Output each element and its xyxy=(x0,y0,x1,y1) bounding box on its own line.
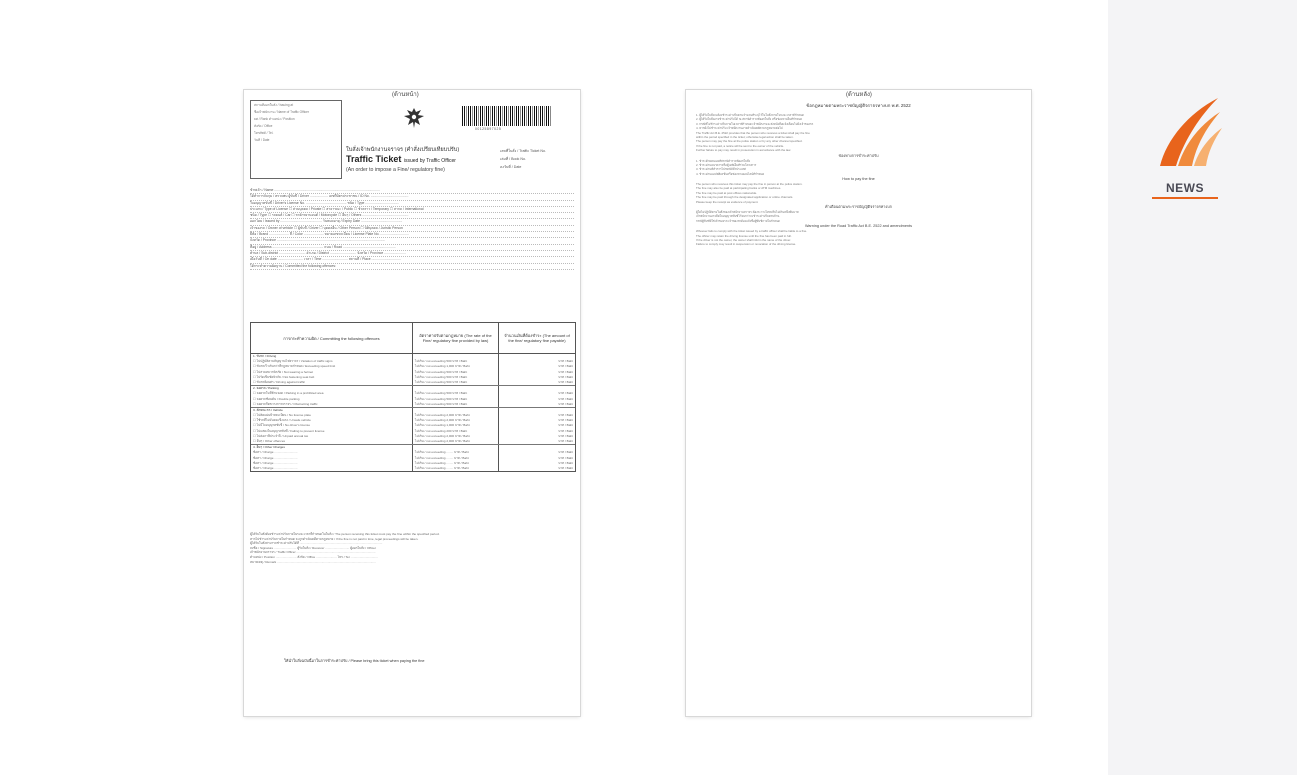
amount-cell: บาท / Baht xyxy=(558,401,573,406)
rate-cell: ไม่เกิน / not exceeding 200 บาท / Baht xyxy=(413,429,499,434)
offence-cell: ☐ อื่นๆ / Other offences xyxy=(251,439,413,444)
amount-cell: บาท / Baht xyxy=(558,460,573,465)
note-line: ตำแหน่ง / Position ........................ สังกัด / Office ........................ โทร / Tel. ............................... xyxy=(250,554,378,559)
note-line: เจ้าพนักงานจราจร / Traffic Officer ............................................................................................ xyxy=(250,550,376,555)
back-text-line: Further failure to pay may result in prosecution in accordance with the law. xyxy=(696,148,791,153)
note-line: ผู้ได้รับใบสั่งสามารถชำระค่าปรับได้ที่ ................................................................................................ xyxy=(250,541,383,546)
ticket-title-thai: ใบสั่งเจ้าพนักงานจราจร (คำสั่งเปรียบเทียบปรับ) xyxy=(346,147,460,153)
back-text-line: ผู้ใดไม่ปฏิบัติตามใบสั่งของเจ้าพนักงานจราจร ต้องระวางโทษปรับไม่เกินหนึ่งพันบาท xyxy=(696,210,799,215)
note-line: ลงชื่อ / Signature .......................... ผู้รับใบสั่ง / Receiver ............................ ผู้ออกใบสั่ง / Officer xyxy=(250,545,377,550)
offence-cell: 2. จอดรถ / Parking xyxy=(251,386,413,391)
offence-cell: ☐ ใช้รถที่ไม่มั่นคงแข็งแรง / Unsafe vehicle xyxy=(251,418,413,423)
ticket-title-english xyxy=(346,154,456,164)
note-line: หมายเหตุ / Remark ................................................................................................................... xyxy=(250,559,376,564)
offence-cell: ☐ จอดรถซ้อนคัน / Double parking xyxy=(251,397,413,402)
rate-cell: ไม่เกิน / not exceeding 500 บาท / Baht xyxy=(413,359,499,364)
ticket-title-en-main: Traffic Ticket xyxy=(346,154,402,164)
form-field-line: ชนิด / Type ☐ รถยนต์ / Car ☐ รถจักรยานยนต์ / Motorcycle ☐ อื่นๆ / Others ................................................. xyxy=(250,213,574,219)
amount-cell: บาท / Baht xyxy=(558,369,573,374)
form-field-line: ประเภท / Type of License ☐ ส่วนบุคคล / Private ☐ สาธารณะ / Public ☐ ชั่วคราว / Temporary ☐ สากล / International xyxy=(250,207,574,213)
front-side-title: (ด้านหน้า) xyxy=(392,92,419,98)
amount-cell: บาท / Baht xyxy=(558,374,573,379)
form-field-line: ออกโดย / Issued by ............................................ วันหมดอายุ / Expiry Date ............................................ xyxy=(250,219,574,225)
rate-cell: ไม่เกิน / not exceeding ........ บาท / Baht xyxy=(413,456,499,461)
back-text-line: The fine may be paid at post offices nationwide. xyxy=(696,190,758,195)
rate-cell: ไม่เกิน / not exceeding 1,000 บาท / Baht xyxy=(413,364,499,369)
amount-cell: บาท / Baht xyxy=(558,391,573,396)
back-text-line: กรณีผู้ขับขี่มิใช่เจ้าของรถ เจ้าของรถต้องแจ้งชื่อผู้ขับขี่ภายในกำหนด xyxy=(696,218,780,223)
ticket-notes xyxy=(250,532,574,564)
rate-cell: ไม่เกิน / not exceeding 2,000 บาท / Baht xyxy=(413,439,499,444)
form-field-line: ตำบล / Sub-district ............................ อำเภอ / District ............................ จังหวัด / Province ....................... xyxy=(250,251,574,257)
ticket-footer: ให้นำใบสั่งฉบับนี้มาในการชำระค่าปรับ / Please bring this ticket when paying the fine xyxy=(284,659,425,663)
rate-cell: ไม่เกิน / not exceeding 500 บาท / Baht xyxy=(413,397,499,402)
news-logo-underline xyxy=(1152,197,1218,199)
offence-cell: 3. ลักษณะรถ / Vehicle xyxy=(251,408,413,413)
back-text-line: If the driver is not the owner, the owner shall inform the name of the driver. xyxy=(696,237,791,242)
back-text-line: 3. ชำระผ่านที่ทำการไปรษณีย์ทั่วประเทศ xyxy=(696,167,746,172)
ticket-subtitle: (An order to impose a Fine/ regulatory fine) xyxy=(346,167,445,173)
back-subheading-1: ช่องทางการชำระค่าปรับ xyxy=(838,153,879,158)
col-header-rate: อัตราค่าปรับตามกฎหมาย (The rate of the Fine/ regulatory fine provided by law) xyxy=(413,323,499,353)
offence-cell: ☐ ไม่มีใบอนุญาตขับขี่ / No driver's license xyxy=(251,423,413,428)
back-text-line: The Traffic Act B.E. 2522 provides that the person who receives a ticket shall pay the fine xyxy=(696,130,810,135)
back-text-line: 1. ผู้ได้รับใบสั่งจะต้องชำระค่าปรับตามจำนวนที่ระบุไว้ในใบสั่งภายในระยะเวลาที่กำหนด xyxy=(696,113,804,117)
back-side-title: (ด้านหลัง) xyxy=(846,92,872,98)
rate-cell: ไม่เกิน / not exceeding ........ บาท / Baht xyxy=(413,466,499,471)
amount-cell: บาท / Baht xyxy=(558,396,573,401)
ticket-barcode xyxy=(462,106,552,126)
rate-cell: ไม่เกิน / not exceeding 2,000 บาท / Baht xyxy=(413,434,499,439)
offence-cell: ☐ จอดรถกีดขวางการจราจร / Obstructing traffic xyxy=(251,402,413,407)
form-field-line: ข้าพเจ้า / Name ................................................................................................................ xyxy=(250,188,574,194)
amount-cell: บาท / Baht xyxy=(558,450,573,455)
rate-cell: ไม่เกิน / not exceeding 2,000 บาท / Baht xyxy=(413,418,499,423)
back-text-line: 2. ชำระผ่านธนาคารหรือตู้เอทีเอ็มที่ร่วมโครงการ xyxy=(696,162,757,167)
back-text-line: 4. ชำระผ่านแอปพลิเคชันหรือช่องทางออนไลน์ที่กำหนด xyxy=(696,171,765,176)
back-text-line: The officer may retain the driving license until the fine has been paid in full. xyxy=(696,233,792,238)
back-text-line: If the fine is not paid, a notice will be sent to the owner of the vehicle. xyxy=(696,143,785,148)
ticket-title-en-suffix: issued by Traffic Officer xyxy=(403,158,456,164)
back-text-line: Failure to comply may result in suspension or revocation of the driving license. xyxy=(696,242,797,247)
offence-row xyxy=(251,380,575,385)
amount-cell: บาท / Baht xyxy=(558,379,573,384)
rate-cell: ไม่เกิน / not exceeding ........ บาท / Baht xyxy=(413,461,499,466)
offence-cell: ข้อหา / Charge ........................... xyxy=(251,456,413,461)
form-field-line: เจ้าของรถ / Owner of vehicle ☐ ผู้ขับขี่ / Driver ☐ บุคคลอื่น / Other Person ☐ นิติบุคคล / Juristic Person xyxy=(250,226,574,232)
offence-cell: ข้อหา / Charge ........................... xyxy=(251,466,413,471)
back-text-line: 3. กรณีที่ไม่ชำระค่าปรับภายในเวลาที่กำหนด เจ้าพนักงานจะส่งหนังสือแจ้งเตือนไปยังเจ้าของรถ xyxy=(696,121,814,126)
form-field-line: ใบอนุญาตขับขี่ / Driver's License No. ........................................... ชนิด / Type .................................... xyxy=(250,201,574,207)
back-text-line: The fine may be paid through the designated application or online channels. xyxy=(696,195,794,200)
amount-cell: บาท / Baht xyxy=(558,423,573,428)
note-line: ผู้ได้รับใบสั่งต้องชำระค่าปรับภายในระยะเวลาที่กำหนดในใบสั่ง / The person receiving this ticket must pay the fine within the specified period. xyxy=(250,532,440,536)
news-logo-icon xyxy=(1152,96,1224,174)
offence-cell: ☐ ไม่ต่อภาษีประจำปี / Unpaid annual tax xyxy=(251,434,413,439)
offence-row xyxy=(251,466,575,471)
back-text-line: Whoever fails to comply with the ticket issued by a traffic officer shall be liable to a fine. xyxy=(696,229,808,234)
form-field-line: เมื่อวันที่ / On date ........................... เวลา / Time ........................... สถานที่ / Place ............................... xyxy=(250,257,574,263)
officer-info-box xyxy=(250,100,342,179)
note-line: หากไม่ชำระค่าปรับภายในกำหนด จะถูกดำเนินคดีตามกฎหมาย / If the fine is not paid in time, legal proceedings will be taken. xyxy=(250,536,419,541)
rate-cell: ไม่เกิน / not exceeding ........ บาท / Baht xyxy=(413,450,499,455)
garuda-emblem-icon xyxy=(402,106,426,130)
ticket-front-page xyxy=(244,90,580,716)
back-text-line: The person who receives this ticket may pay the fine in person at the police station. xyxy=(696,182,803,187)
amount-cell: บาท / Baht xyxy=(558,413,573,418)
offence-cell: 4. อื่นๆ / Other Charges xyxy=(251,445,413,450)
back-text-line: Please keep the receipt as evidence of payment. xyxy=(696,199,759,204)
back-subheading-2: How to pay the fine xyxy=(842,177,875,182)
amount-cell: บาท / Baht xyxy=(558,359,573,364)
back-text-line: The fine may also be paid at participating banks or ATM machines. xyxy=(696,186,782,191)
amount-cell: บาท / Baht xyxy=(558,455,573,460)
amount-cell: บาท / Baht xyxy=(558,439,573,443)
back-subheading-3: คำเตือนตามพระราชบัญญัติจราจรทางบก xyxy=(825,205,892,210)
amount-cell: บาท / Baht xyxy=(558,433,573,438)
rate-cell: ไม่เกิน / not exceeding 500 บาท / Baht xyxy=(413,391,499,396)
amount-cell: บาท / Baht xyxy=(558,428,573,433)
back-subheading-4: Warning under the Road Traffic Act B.E. 2522 and amendments xyxy=(804,224,912,229)
offence-cell: ☐ จอดรถในที่ห้ามจอด / Parking in a prohibited area xyxy=(251,391,413,396)
rate-cell: ไม่เกิน / not exceeding 2,000 บาท / Baht xyxy=(413,413,499,418)
offence-cell: ☐ ขับรถเร็วเกินกว่าที่กฎหมายกำหนด / Exceeding speed limit xyxy=(251,364,413,369)
rate-cell: ไม่เกิน / not exceeding 500 บาท / Baht xyxy=(413,380,499,385)
back-text-line: 2. ผู้ได้รับใบสั่งอาจชำระค่าปรับได้ ณ สถานีตำรวจที่ออกใบสั่ง หรือช่องทางอื่นที่กำหนด xyxy=(696,117,803,122)
back-heading: ข้อกฎหมายตามพระราชบัญญัติจราจรทางบก พ.ศ. 2522 xyxy=(806,103,911,108)
book-number-field: เล่มที่ / Book No. xyxy=(500,157,526,161)
officer-info-line: วันที่ / Date xyxy=(254,138,270,142)
offence-row xyxy=(251,439,575,444)
offence-table-header xyxy=(251,323,575,354)
offence-cell: ☐ ไม่ติดแผ่นป้ายทะเบียน / No license plate xyxy=(251,413,413,418)
barcode-number: 00125897025 xyxy=(475,127,502,131)
officer-info-line: โทรศัพท์ / Tel. xyxy=(254,131,274,135)
offence-cell: ข้อหา / Charge ........................... xyxy=(251,450,413,455)
offence-cell: ☐ ไม่รัดเข็มขัดนิรภัย / Not fastening seat belt xyxy=(251,375,413,380)
offence-table-body xyxy=(251,354,575,471)
form-field-line: จังหวัด / Province ................................................................................................................... xyxy=(250,238,574,244)
rate-cell: ไม่เกิน / not exceeding 500 บาท / Baht xyxy=(413,375,499,380)
back-text-line: เจ้าพนักงานอาจยึดใบอนุญาตขับขี่ไว้จนกว่าจะชำระค่าปรับครบถ้วน xyxy=(696,214,780,219)
offence-cell: ☐ ขับรถย้อนศร / Driving against traffic xyxy=(251,380,413,385)
back-text-line: 4. หากยังไม่ชำระค่าปรับ เจ้าพนักงานอาจดำเนินคดีตามกฎหมายต่อไป xyxy=(696,126,783,131)
amount-cell: บาท / Baht xyxy=(558,418,573,423)
officer-info-line: สถานที่ออกใบสั่ง / Issuing at xyxy=(254,103,294,107)
amount-cell: บาท / Baht xyxy=(558,364,573,369)
form-field-line: ที่อยู่ / Address ...................................................... ถนน / Road ........................................................ xyxy=(250,245,574,251)
form-field-line: ได้ทำการจับกุม / ตรวจพบ ผู้ขับขี่ / Driver ................... เลขที่บัตรประชาชน / ID No. ........................................ xyxy=(250,194,574,200)
ticket-form-fields xyxy=(250,188,574,270)
form-field-line: ได้กระทำความผิดฐาน / Committed the following offences: xyxy=(250,264,574,270)
back-text-line: The person may pay the fine at the police station or by any other channel specified. xyxy=(696,139,803,144)
offence-cell: ข้อหา / Charge ........................... xyxy=(251,461,413,466)
rate-cell: ไม่เกิน / not exceeding 500 บาท / Baht xyxy=(413,370,499,375)
officer-info-line: สังกัด / Office xyxy=(254,124,273,128)
offence-cell: ☐ ไม่ปฏิบัติตามสัญญาณไฟจราจร / Violation of traffic signs xyxy=(251,359,413,364)
officer-info-line: ยศ / Rank ตำแหน่ง / Position xyxy=(254,117,295,121)
news-logo-text: NEWS xyxy=(1166,181,1204,195)
offence-row xyxy=(251,402,575,407)
offence-cell: ☐ ไม่แสดงใบอนุญาตขับขี่ / Failing to present license xyxy=(251,429,413,434)
ticket-back-page xyxy=(686,90,1031,716)
offence-cell: ☐ ไม่สวมหมวกนิรภัย / Not wearing a helmet xyxy=(251,370,413,375)
ticket-number-field: เลขที่ใบสั่ง / Traffic Ticket No. xyxy=(500,149,546,153)
form-field-line: ยี่ห้อ / Brand ..................... สี / Color ..................... หมายเลขทะเบียน / License Plate No. .............................. xyxy=(250,232,574,238)
offence-table xyxy=(250,322,576,472)
back-text-line: 1. ชำระด้วยตนเองที่สถานีตำรวจที่ออกใบสั่ง xyxy=(696,158,751,163)
amount-cell: บาท / Baht xyxy=(558,465,573,470)
rate-cell: ไม่เกิน / not exceeding 1,000 บาท / Baht xyxy=(413,423,499,428)
date-field: ลงวันที่ / Date xyxy=(500,165,522,169)
col-header-offence: การกระทำความผิด / Committing the following offences xyxy=(251,323,413,353)
back-page-text xyxy=(696,96,1021,708)
back-text-line: within the period specified in the ticket; otherwise legal action shall be taken. xyxy=(696,134,794,139)
officer-info-line: ชื่อเจ้าพนักงาน / Name of Traffic Officer xyxy=(254,110,309,114)
col-header-amount: จำนวนเงินที่ต้องชำระ (The amount of the fine/ regulatory fine payable) xyxy=(504,333,570,343)
offence-cell: 1. ขับรถ / Driving xyxy=(251,354,413,359)
rate-cell: ไม่เกิน / not exceeding 500 บาท / Baht xyxy=(413,402,499,407)
